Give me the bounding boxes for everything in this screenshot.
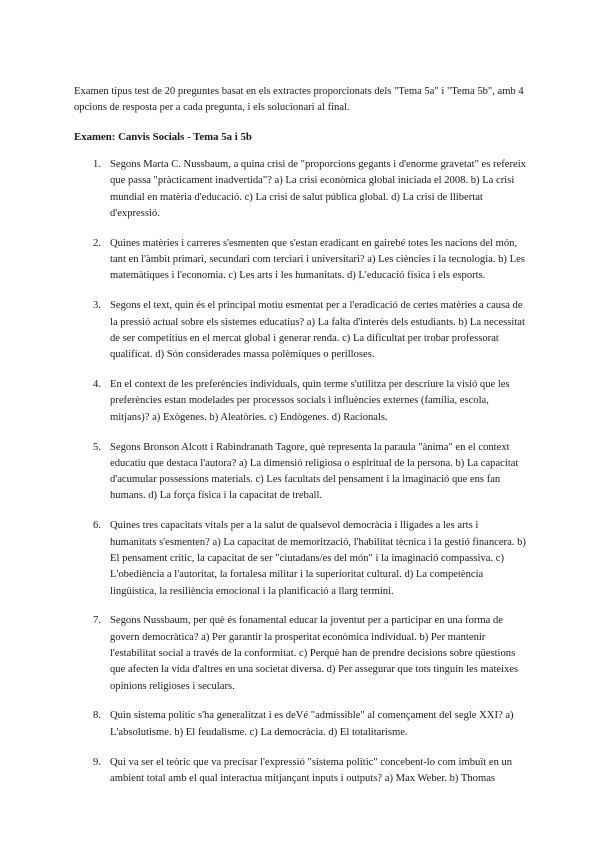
- question-item: [74, 377, 528, 426]
- question-item: [74, 613, 528, 694]
- question-text: Quines tres capacitats vitals per a la salut de qualsevol democràcia i lligades a les arts i humanitats s'esmenten? a) La capacitat de memorització, l'habilitat tècnica i la gestió financera. b) El pensament crític, la capacitat de ser "ciutadans/es del món" i la imaginació compassiva. c) L'obediència a l'autoritat, la fortalesa militar i la superioritat cultural. d) La competència lingüística, la resiliència emocional i la planificació a llarg termini.: [110, 520, 526, 597]
- question-item: [74, 518, 528, 599]
- question-item: [74, 157, 528, 222]
- question-number: 4.: [93, 379, 101, 391]
- question-number: 6.: [93, 520, 101, 532]
- question-text: Quines matèries i carreres s'esmenten que s'estan eradicant en gairebé totes les nacions del món, tant en l'àmbit primari, secundari com terciari i universitari? a) Les ciències i la tecnologia. b) Les matemàtiques i l'economia. c) Les arts i les humanitats. d) L'educació física i els esports.: [110, 237, 525, 282]
- question-number: 7.: [93, 615, 101, 627]
- question-item: [74, 755, 528, 788]
- question-text: Segons Bronson Alcott i Rabindranath Tagore, què representa la paraula "ànima" en el context educatiu que destaca l'autora? a) La dimensió religiosa o espiritual de la persona. b) La capacitat d'acumular possessions materials. c) Les facultats del pensament i la imaginació que ens fan humans. d) La força física i la capacitat de treball.: [110, 441, 519, 502]
- question-number: 3.: [93, 300, 101, 312]
- exam-heading: Examen: Canvis Socials - Tema 5a i 5b: [74, 131, 252, 143]
- question-item: [74, 236, 528, 285]
- question-number: 1.: [93, 159, 101, 170]
- question-text: Qui va ser el teòric que va precisar l'expressió "sistema polític" concebent-lo com imbuït en un ambient total amb el qual interactua mitjançant inputs i outputs? a) Max Weber. b) Thomas: [110, 756, 513, 784]
- question-number: 5.: [93, 441, 101, 453]
- question-text: En el context de les preferències individuals, quin terme s'utilitza per descriure la visió que les preferències estan modelades per processos socials i influències externes (família, escola, mitjans)? a) Exògenes. b) Aleatòries. c) Endògenes. d) Racionals.: [110, 379, 510, 423]
- question-list: [74, 157, 528, 787]
- intro-paragraph: Examen tipus test de 20 preguntes basat en els extractes proporcionats dels "Tema 5a" i "Tema 5b", amb 4 opcions de resposta per a cada pregunta, i els solucionari al final.: [74, 86, 524, 113]
- question-item: [74, 298, 528, 363]
- question-text: Segons Marta C. Nussbaum, a quina crisi de "proporcions gegants i d'enorme gravetat" es refereix que passa "pràcticament inadvertida"? a) La crisi econòmica global iniciada el 2008. b) La crisi mundial en matèria d'educació. c) La crisi de salut pública global. d) La crisi de llibertat d'expressió.: [110, 159, 526, 219]
- question-text: Segons el text, quin és el principal motiu esmentat per a l'eradicació de certes matèries a causa de la pressió actual sobre els sistemes educatius? a) La falta d'interès dels estudiants. b) La necessitat de ser competitius en el mercat global i generar renda. c) La dificultat per trobar professorat qualificat. d) Són considerades massa polèmiques o perilloses.: [110, 300, 525, 361]
- question-number: 2.: [93, 237, 101, 249]
- question-number: 8.: [93, 710, 101, 722]
- question-item: [74, 440, 528, 505]
- question-text: Quin sistema polític s'ha generalitzat i es deVé "admissible" al començament del segle XXI? a) L'absolutisme. b) El feudalisme. c) La democràcia. d) El totalitarisme.: [110, 710, 514, 738]
- question-number: 9.: [93, 756, 101, 768]
- question-item: [74, 708, 528, 741]
- question-text: Segons Nussbaum, per què és fonamental educar la joventut per a participar en una forma de govern democràtica? a) Per garantir la prosperitat econòmica individual. b) Per mantenir l'estabilitat social a través de la conformitat. c) Perquè han de prendre decisions sobre qüestions que afecten la vida d'altres en una societat diversa. d) Per assegurar que tots tinguin les mateixes opinions religioses i seculars.: [110, 615, 519, 692]
